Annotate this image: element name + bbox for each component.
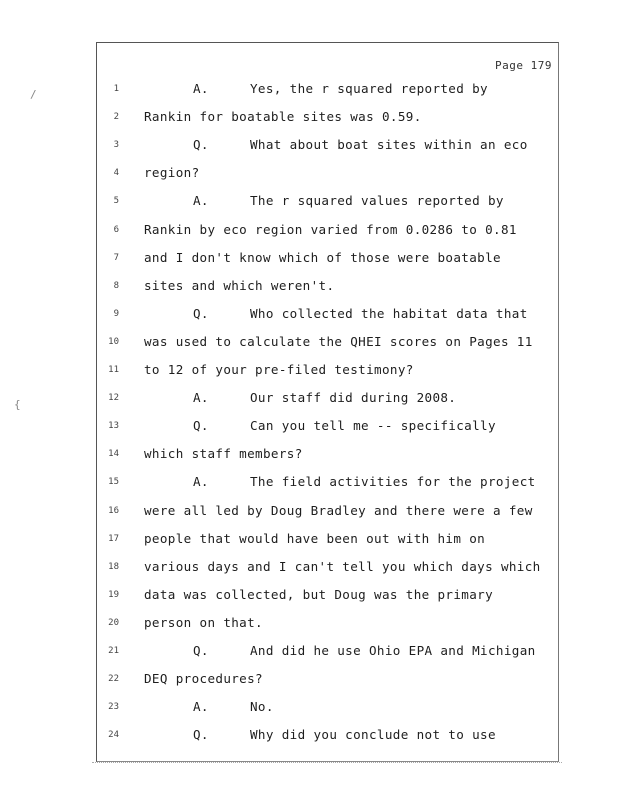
line-content: people that would have been out with him on — [144, 530, 486, 546]
speaker-label: A. — [193, 193, 209, 209]
line-content: sites and which weren't. — [144, 277, 335, 293]
line-number: 22 — [108, 674, 119, 685]
line-text — [193, 193, 504, 208]
line-text — [144, 109, 422, 124]
transcript-line — [97, 671, 558, 691]
line-content: was used to calculate the QHEI scores on Pages 11 — [144, 333, 533, 349]
line-content: person on that. — [144, 614, 263, 630]
transcript-line — [97, 334, 558, 354]
transcript-line — [97, 165, 558, 185]
line-number: 3 — [113, 140, 119, 151]
line-number: 4 — [113, 168, 119, 179]
line-text — [144, 250, 501, 265]
line-number: 1 — [113, 84, 119, 94]
line-number: 18 — [108, 561, 119, 572]
line-content: which staff members? — [144, 446, 303, 462]
line-text — [193, 727, 496, 742]
line-text — [144, 278, 334, 293]
line-text — [144, 334, 533, 349]
speaker-label: A. — [193, 81, 209, 96]
line-text — [144, 587, 493, 602]
line-text — [144, 362, 414, 377]
line-number: 2 — [113, 112, 119, 123]
line-content: and I don't know which of those were boatable — [144, 249, 501, 265]
transcript-line — [97, 615, 558, 635]
speaker-label: Q. — [193, 643, 209, 658]
line-content: various days and I can't tell you which days which — [144, 558, 541, 574]
transcript-line — [97, 699, 558, 719]
transcript-line — [97, 306, 558, 326]
line-text — [144, 222, 517, 237]
speaker-label: Q. — [193, 727, 209, 743]
line-number: 6 — [113, 224, 119, 235]
line-number: 15 — [108, 477, 119, 488]
margin-mark: / — [30, 88, 37, 101]
line-content: region? — [144, 165, 200, 181]
line-content: And did he use Ohio EPA and Michigan — [250, 643, 536, 658]
line-text — [193, 137, 528, 152]
speaker-label: A. — [193, 390, 209, 406]
transcript-line — [97, 278, 558, 298]
speaker-label: Q. — [193, 418, 209, 434]
line-number: 20 — [108, 617, 119, 628]
line-number: 16 — [108, 505, 119, 516]
transcript-line — [97, 81, 558, 101]
line-number: 7 — [113, 252, 119, 263]
line-content: Yes, the r squared reported by — [250, 81, 488, 96]
line-text — [144, 446, 303, 461]
line-content: The field activities for the project — [250, 474, 536, 490]
line-number: 10 — [108, 336, 119, 347]
transcript-line — [97, 193, 558, 213]
line-text — [193, 474, 536, 489]
transcript-line — [97, 362, 558, 382]
line-content: data was collected, but Doug was the primary — [144, 586, 494, 602]
line-text — [193, 81, 488, 96]
line-number: 14 — [108, 449, 119, 460]
line-number: 17 — [108, 533, 119, 544]
transcript-line — [97, 222, 558, 242]
line-content: were all led by Doug Bradley and there were a few — [144, 502, 533, 518]
margin-mark: { — [14, 398, 21, 411]
speaker-label: A. — [193, 474, 209, 490]
line-number: 21 — [108, 646, 119, 656]
transcript-line — [97, 727, 558, 747]
transcript-page — [96, 42, 559, 762]
line-content: The r squared values reported by — [250, 193, 504, 209]
speaker-label: Q. — [193, 305, 209, 321]
line-text — [144, 503, 533, 518]
transcript-line — [97, 474, 558, 494]
line-content: Rankin for boatable sites was 0.59. — [144, 109, 422, 125]
transcript-line — [97, 587, 558, 607]
line-content: Who collected the habitat data that — [250, 305, 528, 321]
transcript-line — [97, 559, 558, 579]
line-text — [144, 671, 263, 686]
line-text — [193, 390, 456, 405]
transcript-line — [97, 418, 558, 438]
line-text — [144, 559, 541, 574]
transcript-line — [97, 250, 558, 270]
line-content: What about boat sites within an eco — [250, 137, 528, 153]
line-text — [144, 165, 200, 180]
transcript-line — [97, 137, 558, 157]
speaker-label: A. — [193, 699, 209, 715]
transcript-line — [97, 390, 558, 410]
line-text — [144, 531, 485, 546]
line-number: 5 — [113, 196, 119, 207]
line-number: 23 — [108, 702, 119, 713]
line-number: 8 — [113, 280, 119, 291]
line-number: 11 — [108, 365, 119, 375]
line-number: 12 — [108, 393, 119, 404]
page-number: Page 179 — [495, 59, 552, 72]
line-text — [193, 643, 536, 658]
line-content: No. — [250, 699, 274, 715]
line-number: 19 — [108, 589, 119, 600]
transcript-line — [97, 531, 558, 551]
footer-rule — [92, 762, 562, 766]
line-text — [193, 306, 528, 321]
line-number: 9 — [113, 308, 119, 319]
line-content: Why did you conclude not to use — [250, 727, 496, 743]
transcript-line — [97, 643, 558, 663]
line-text — [144, 615, 263, 630]
line-text — [193, 699, 274, 714]
line-number: 24 — [108, 730, 119, 741]
line-text — [193, 418, 496, 433]
speaker-label: Q. — [193, 137, 209, 153]
line-content: to 12 of your pre-filed testimony? — [144, 362, 414, 377]
line-content: DEQ procedures? — [144, 671, 263, 687]
line-content: Rankin by eco region varied from 0.0286 to 0.81 — [144, 221, 517, 237]
line-content: Our staff did during 2008. — [250, 390, 457, 406]
transcript-line — [97, 109, 558, 129]
transcript-line — [97, 503, 558, 523]
transcript-line — [97, 446, 558, 466]
line-content: Can you tell me -- specifically — [250, 418, 496, 434]
line-number: 13 — [108, 421, 119, 432]
